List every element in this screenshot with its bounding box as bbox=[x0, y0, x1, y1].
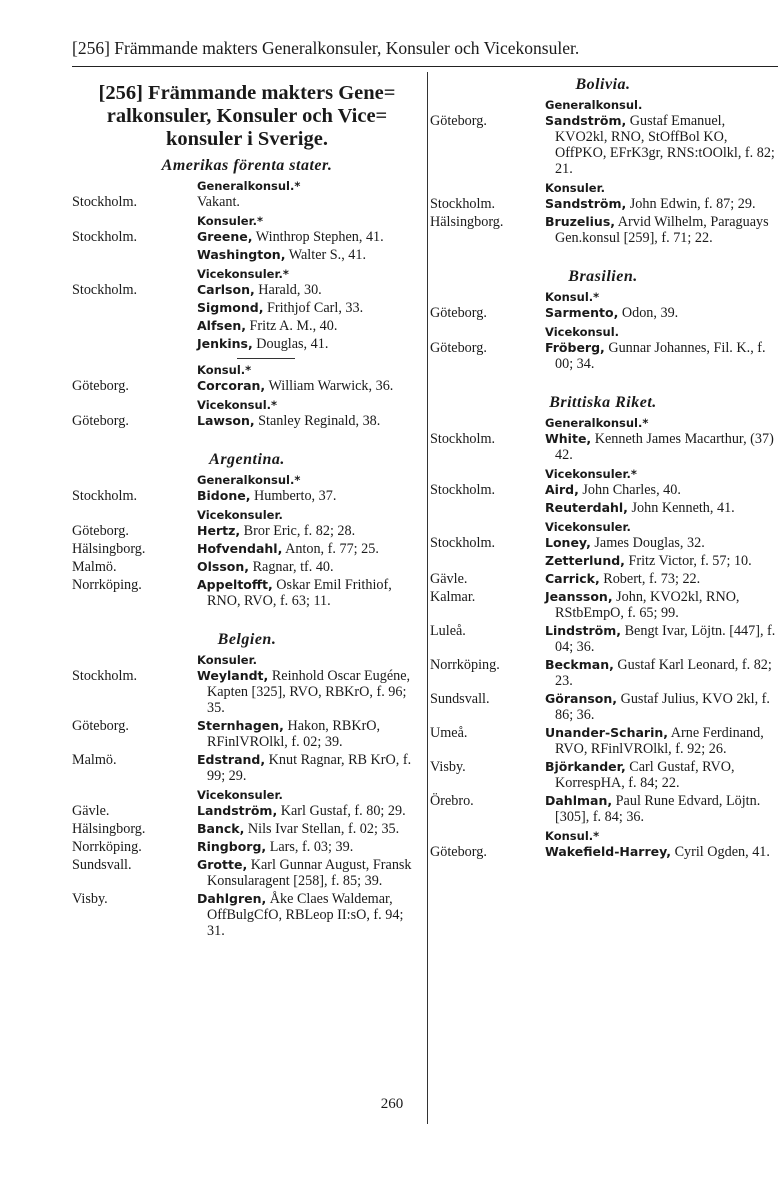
person-details: Walter S., 41. bbox=[285, 247, 367, 263]
left-column bbox=[72, 82, 422, 941]
person-details: Bror Eric, f. 82; 28. bbox=[240, 523, 356, 539]
person bbox=[197, 413, 422, 429]
city: Stockholm. bbox=[72, 229, 138, 245]
person bbox=[545, 482, 779, 498]
person-details: Hakon, RBKrO, RFinlVROlkl, f. 02; 39. bbox=[207, 718, 381, 750]
list-item bbox=[72, 577, 422, 609]
person-name: Bidone, bbox=[197, 488, 251, 503]
person-name: Grotte, bbox=[197, 857, 248, 872]
city: Göteborg. bbox=[72, 718, 129, 734]
person-name: Appeltofft, bbox=[197, 577, 273, 592]
person-name: Ringborg, bbox=[197, 839, 267, 854]
role-label: Vicekonsul. bbox=[545, 325, 620, 339]
list-item bbox=[427, 340, 779, 372]
person-details: Gunnar Johannes, Fil. K., f. 00; 34. bbox=[555, 340, 766, 372]
city: Malmö. bbox=[72, 559, 117, 575]
person-details: Douglas, 41. bbox=[252, 336, 329, 352]
person-name: Sigmond, bbox=[197, 300, 264, 315]
city: Stockholm. bbox=[72, 282, 138, 298]
list-item bbox=[72, 541, 422, 557]
list-item bbox=[427, 214, 779, 246]
role-label: Generalkonsul.* bbox=[545, 416, 649, 430]
person-name: Zetterlund, bbox=[545, 553, 625, 568]
list-item bbox=[72, 752, 422, 784]
person-details: Anton, f. 77; 25. bbox=[282, 541, 379, 557]
person-name: Landström, bbox=[197, 803, 278, 818]
person-name: Alfsen, bbox=[197, 318, 246, 333]
right-column bbox=[427, 72, 779, 862]
list-item bbox=[427, 657, 779, 689]
list-item bbox=[427, 571, 779, 587]
person-details: Ragnar, tf. 40. bbox=[249, 559, 334, 575]
page-number: 260 bbox=[380, 1096, 404, 1112]
person-details: Kenneth James Macarthur, (37) 42. bbox=[555, 431, 774, 463]
country-heading-amerikas: Amerikas förenta stater. bbox=[161, 157, 333, 174]
city: Visby. bbox=[72, 891, 108, 907]
person-details: Lars, f. 03; 39. bbox=[266, 839, 354, 855]
person-details: Humberto, 37. bbox=[250, 488, 337, 504]
person bbox=[545, 589, 779, 621]
role-label: Konsul.* bbox=[545, 290, 600, 304]
person-details: Robert, f. 73; 22. bbox=[599, 571, 701, 587]
person-details: John Edwin, f. 87; 29. bbox=[626, 196, 756, 212]
role-label: Generalkonsul.* bbox=[197, 473, 301, 487]
person-name: Greene, bbox=[197, 229, 253, 244]
list-item bbox=[427, 793, 779, 825]
person bbox=[545, 553, 779, 569]
role-label: Konsul.* bbox=[545, 829, 600, 843]
person-details: Frithjof Carl, 33. bbox=[263, 300, 364, 316]
person-details: William Warwick, 36. bbox=[265, 378, 394, 394]
list-item bbox=[427, 844, 779, 860]
city: Luleå. bbox=[430, 623, 466, 639]
divider bbox=[237, 358, 295, 359]
person bbox=[197, 300, 422, 316]
country-heading-argentina: Argentina. bbox=[209, 451, 285, 468]
person-details: Arne Ferdinand, RVO, RFinlVROlkl, f. 92; 26. bbox=[555, 725, 764, 757]
person-details: Odon, 39. bbox=[618, 305, 679, 321]
person bbox=[197, 318, 422, 334]
person-details: Karl Gunnar August, Fransk Konsularagent [258], f. 85; 39. bbox=[207, 857, 412, 889]
person-name: Björkander, bbox=[545, 759, 626, 774]
role-label: Konsuler.* bbox=[197, 214, 263, 228]
person-name: Jeansson, bbox=[545, 589, 613, 604]
person bbox=[197, 891, 422, 939]
main-title-line: konsuler i Sverige. bbox=[166, 128, 328, 150]
person-details: Winthrop Stephen, 41. bbox=[252, 229, 384, 245]
person bbox=[197, 668, 422, 716]
person-name: Hertz, bbox=[197, 523, 241, 538]
person bbox=[197, 194, 422, 210]
person bbox=[545, 196, 779, 212]
role-label: Konsuler. bbox=[545, 181, 605, 195]
person-details: Fritz Victor, f. 57; 10. bbox=[624, 553, 752, 569]
city: Stockholm. bbox=[72, 194, 138, 210]
person bbox=[197, 336, 422, 352]
person-name: Weylandt, bbox=[197, 668, 269, 683]
main-title bbox=[72, 82, 422, 151]
city: Göteborg. bbox=[72, 378, 129, 394]
person bbox=[197, 541, 422, 557]
list-item bbox=[427, 589, 779, 621]
person bbox=[197, 378, 422, 394]
role-label: Konsuler. bbox=[197, 653, 257, 667]
role-label: Vicekonsuler. bbox=[197, 788, 283, 802]
person bbox=[197, 821, 422, 837]
country-heading-bolivia: Bolivia. bbox=[575, 76, 631, 93]
person bbox=[545, 623, 779, 655]
role-label: Vicekonsul.* bbox=[197, 398, 278, 412]
person bbox=[545, 759, 779, 791]
list-item bbox=[427, 725, 779, 757]
list-item bbox=[72, 247, 422, 263]
city: Hälsingborg. bbox=[72, 541, 146, 557]
person-name: Loney, bbox=[545, 535, 591, 550]
page-header: [256] Främmande makters Generalkonsuler, Konsuler och Vicekonsuler. bbox=[72, 38, 580, 58]
city: Stockholm. bbox=[430, 535, 496, 551]
list-item bbox=[72, 803, 422, 819]
list-item bbox=[427, 196, 779, 212]
person-details: Cyril Ogden, 41. bbox=[671, 844, 770, 860]
person-name: Sandström, bbox=[545, 196, 627, 211]
city: Stockholm. bbox=[430, 482, 496, 498]
city: Norrköping. bbox=[72, 839, 142, 855]
person-details: John Kenneth, 41. bbox=[627, 500, 735, 516]
person bbox=[197, 559, 422, 575]
person bbox=[545, 691, 779, 723]
list-item bbox=[72, 282, 422, 298]
person bbox=[197, 229, 422, 245]
list-item bbox=[427, 305, 779, 321]
role-label: Vicekonsuler.* bbox=[197, 267, 289, 281]
country-heading-brittiska-riket: Brittiska Riket. bbox=[549, 394, 657, 411]
list-item bbox=[427, 553, 779, 569]
person-name: Hofvendahl, bbox=[197, 541, 283, 556]
list-item bbox=[427, 113, 779, 177]
person-name: Reuterdahl, bbox=[545, 500, 628, 515]
city: Hälsingborg. bbox=[430, 214, 504, 230]
person bbox=[545, 500, 779, 516]
list-item bbox=[72, 488, 422, 504]
person-details: Karl Gustaf, f. 80; 29. bbox=[277, 803, 406, 819]
person bbox=[545, 725, 779, 757]
list-item bbox=[72, 668, 422, 716]
person-name: Sarmento, bbox=[545, 305, 619, 320]
person bbox=[197, 523, 422, 539]
person-name: Beckman, bbox=[545, 657, 614, 672]
person-details: Stanley Reginald, 38. bbox=[254, 413, 381, 429]
list-item bbox=[427, 759, 779, 791]
person-details: Gustaf Julius, KVO 2kl, f. 86; 36. bbox=[555, 691, 770, 723]
city: Stockholm. bbox=[72, 488, 138, 504]
person bbox=[197, 488, 422, 504]
person-name: Sternhagen, bbox=[197, 718, 284, 733]
person bbox=[545, 535, 779, 551]
city: Stockholm. bbox=[72, 668, 138, 684]
person-details: James Douglas, 32. bbox=[590, 535, 705, 551]
role-label: Vicekonsuler.* bbox=[545, 467, 637, 481]
list-item bbox=[72, 229, 422, 245]
person-name: Fröberg, bbox=[545, 340, 605, 355]
person-details: Gustaf Emanuel, KVO2kl, RNO, StOffBol KO, OffPKO, EFrK3gr, RNS:tOOlkl, f. 82; 21. bbox=[555, 113, 775, 177]
person bbox=[545, 657, 779, 689]
list-item bbox=[427, 623, 779, 655]
person bbox=[197, 803, 422, 819]
list-item bbox=[72, 378, 422, 394]
person-name: Dahlgren, bbox=[197, 891, 267, 906]
city: Göteborg. bbox=[430, 844, 487, 860]
city: Göteborg. bbox=[72, 523, 129, 539]
person-name: Washington, bbox=[197, 247, 286, 262]
person bbox=[197, 857, 422, 889]
city: Göteborg. bbox=[430, 305, 487, 321]
person-name: Sandström, bbox=[545, 113, 627, 128]
person-name: Aird, bbox=[545, 482, 579, 497]
list-item bbox=[72, 523, 422, 539]
country-heading-belgien: Belgien. bbox=[217, 631, 277, 648]
person-name: Carrick, bbox=[545, 571, 600, 586]
person bbox=[545, 571, 779, 587]
city: Norrköping. bbox=[430, 657, 500, 673]
person-details: Åke Claes Waldemar, OffBulgCfO, RBLeop II:sO, f. 94; 31. bbox=[207, 891, 404, 939]
person-details: Knut Ragnar, RB KrO, f. 99; 29. bbox=[207, 752, 412, 784]
person bbox=[197, 718, 422, 750]
person-name: Unander-Scharin, bbox=[545, 725, 669, 740]
person-details: Gustaf Karl Leonard, f. 82; 23. bbox=[555, 657, 772, 689]
person-name: Dahlman, bbox=[545, 793, 613, 808]
city: Kalmar. bbox=[430, 589, 476, 605]
person bbox=[197, 752, 422, 784]
list-item bbox=[427, 482, 779, 498]
person-name: Lawson, bbox=[197, 413, 255, 428]
city: Gävle. bbox=[72, 803, 110, 819]
person-details: Harald, 30. bbox=[254, 282, 322, 298]
city: Hälsingborg. bbox=[72, 821, 146, 837]
person-details: Paul Rune Edvard, Löjtn. [305], f. 84; 36. bbox=[555, 793, 761, 825]
person bbox=[545, 214, 779, 246]
person-details: Vakant. bbox=[197, 194, 240, 210]
person-name: White, bbox=[545, 431, 592, 446]
person bbox=[197, 577, 422, 609]
list-item bbox=[72, 194, 422, 210]
person-name: Göranson, bbox=[545, 691, 618, 706]
person-name: Bruzelius, bbox=[545, 214, 616, 229]
city: Visby. bbox=[430, 759, 466, 775]
city: Örebro. bbox=[430, 793, 474, 809]
person-name: Wakefield-Harrey, bbox=[545, 844, 672, 859]
list-item bbox=[72, 300, 422, 316]
person bbox=[197, 282, 422, 298]
list-item bbox=[72, 413, 422, 429]
list-item bbox=[72, 559, 422, 575]
city: Göteborg. bbox=[72, 413, 129, 429]
person-details: John Charles, 40. bbox=[578, 482, 681, 498]
person bbox=[197, 247, 422, 263]
person bbox=[545, 113, 779, 177]
person-details: Arvid Wilhelm, Paraguays Gen.konsul [259], f. 71; 22. bbox=[555, 214, 769, 246]
role-label: Vicekonsuler. bbox=[545, 520, 631, 534]
person-details: Fritz A. M., 40. bbox=[245, 318, 338, 334]
list-item bbox=[427, 500, 779, 516]
list-item bbox=[427, 691, 779, 723]
person-details: John, KVO2kl, RNO, RStbEmpO, f. 65; 99. bbox=[555, 589, 740, 621]
list-item bbox=[72, 336, 422, 352]
person-name: Carlson, bbox=[197, 282, 255, 297]
city: Göteborg. bbox=[430, 340, 487, 356]
list-item bbox=[72, 821, 422, 837]
country-heading-brasilien: Brasilien. bbox=[568, 268, 638, 285]
city: Gävle. bbox=[430, 571, 468, 587]
role-label: Vicekonsuler. bbox=[197, 508, 283, 522]
person bbox=[197, 839, 422, 855]
city: Sundsvall. bbox=[72, 857, 132, 873]
person-name: Edstrand, bbox=[197, 752, 266, 767]
person bbox=[545, 431, 779, 463]
city: Sundsvall. bbox=[430, 691, 490, 707]
city: Norrköping. bbox=[72, 577, 142, 593]
role-label: Konsul.* bbox=[197, 363, 252, 377]
person-details: Carl Gustaf, RVO, KorrespHA, f. 84; 22. bbox=[555, 759, 735, 791]
role-label: Generalkonsul. bbox=[545, 98, 643, 112]
main-title-line: ralkonsuler, Konsuler och Vice= bbox=[106, 105, 388, 127]
person-name: Jenkins, bbox=[197, 336, 253, 351]
list-item bbox=[72, 857, 422, 889]
person-details: Reinhold Oscar Eugéne, Kapten [325], RVO, RBKrO, f. 96; 35. bbox=[207, 668, 411, 716]
list-item bbox=[72, 839, 422, 855]
role-label: Generalkonsul.* bbox=[197, 179, 301, 193]
main-title-line: [256] Främmande makters Gene= bbox=[98, 82, 396, 104]
person bbox=[545, 305, 779, 321]
person bbox=[545, 793, 779, 825]
person-details: Oskar Emil Frithiof, RNO, RVO, f. 63; 11. bbox=[207, 577, 392, 609]
person-details: Nils Ivar Stellan, f. 02; 35. bbox=[244, 821, 400, 837]
list-item bbox=[72, 318, 422, 334]
person-name: Banck, bbox=[197, 821, 245, 836]
city: Stockholm. bbox=[430, 431, 496, 447]
city: Umeå. bbox=[430, 725, 468, 741]
person bbox=[545, 340, 779, 372]
list-item bbox=[72, 718, 422, 750]
person-details: Bengt Ivar, Löjtn. [447], f. 04; 36. bbox=[555, 623, 776, 655]
city: Göteborg. bbox=[430, 113, 487, 129]
city: Malmö. bbox=[72, 752, 117, 768]
list-item bbox=[427, 535, 779, 551]
header-rule bbox=[72, 66, 778, 67]
person bbox=[545, 844, 779, 860]
list-item bbox=[427, 431, 779, 463]
person-name: Corcoran, bbox=[197, 378, 266, 393]
city: Stockholm. bbox=[430, 196, 496, 212]
list-item bbox=[72, 891, 422, 939]
person-name: Olsson, bbox=[197, 559, 250, 574]
person-name: Lindström, bbox=[545, 623, 622, 638]
